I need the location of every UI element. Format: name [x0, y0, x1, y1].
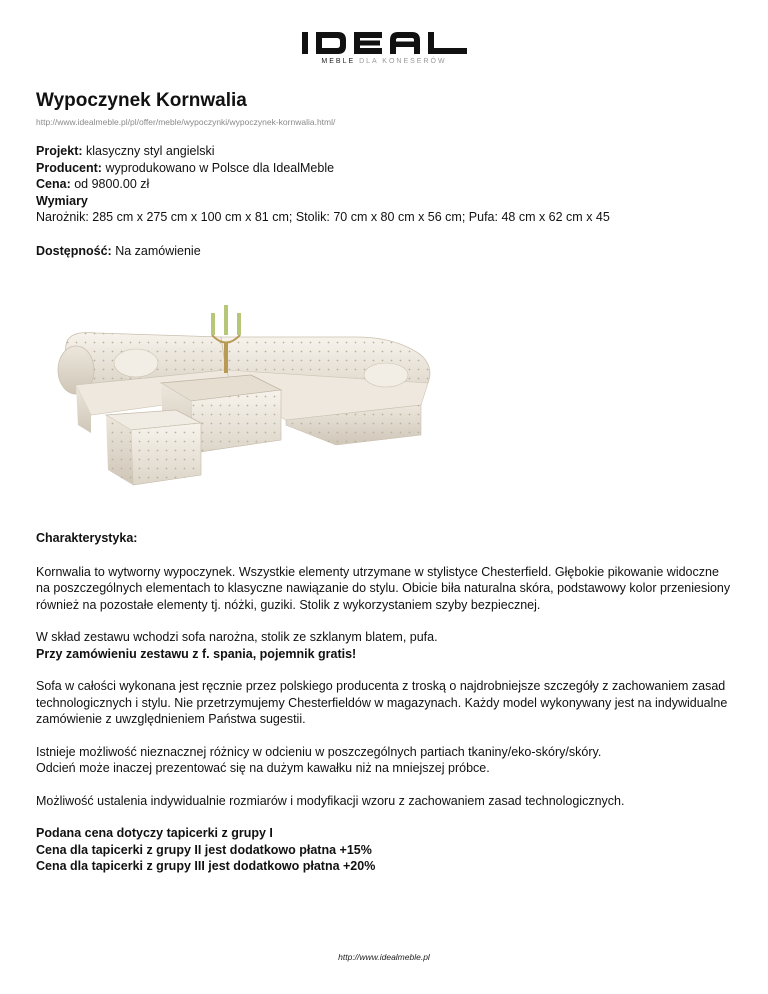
description-paragraph-3: Sofa w całości wykonana jest ręcznie przez polskiego producenta z troską o najdrobniejsze szczegóły z zachowaniem zasad technologicznych i stylu. Nie przetrzymujemy Chesterfieldów w magazynach. Każdy model wykonywany jest na indywidualne zamówienie z uwzględnieniem Państwa sugestii. [36, 679, 728, 726]
tagline-main: MEBLE [321, 58, 356, 65]
brand-logo [0, 30, 768, 61]
page-title: Wypoczynek Kornwalia [36, 90, 247, 111]
product-specs [36, 143, 736, 226]
spec-projekt: Projekt: klasyczny styl angielski [36, 144, 215, 158]
description-paragraph-2: W skład zestawu wchodzi sofa narożna, stolik ze szklanym blatem, pufa. Przy zamówieniu zestawu z f. spania, pojemnik gratis! [36, 630, 438, 661]
spec-cena: Cena: od 9800.00 zł [36, 177, 150, 191]
spec-producent: Producent: wyprodukowano w Polsce dla IdealMeble [36, 160, 335, 175]
product-description [36, 530, 736, 891]
logo-tagline [0, 58, 768, 65]
description-heading: Charakterystyka: [36, 531, 138, 545]
tagline-rest: DLA KONESERÓW [359, 58, 447, 65]
price-notes: Podana cena dotyczy tapicerki z grupy I Cena dla tapicerki z grupy II jest dodatkowo płatna +15% Cena dla tapicerki z grupy III jest dodatkowo płatna +20% [36, 826, 376, 873]
spec-wymiary: Narożnik: 285 cm x 275 cm x 100 cm x 81 cm; Stolik: 70 cm x 80 cm x 56 cm; Pufa: 48 cm x 62 cm x 45 [36, 210, 610, 224]
spec-wymiary-label: Wymiary [36, 193, 88, 208]
product-image [36, 275, 446, 500]
description-paragraph-5: Możliwość ustalenia indywidualnie rozmiarów i modyfikacji wzoru z zachowaniem zasad technologicznych. [36, 793, 625, 808]
description-paragraph-4: Istnieje możliwość nieznacznej różnicy w odcieniu w poszczególnych partiach tkaniny/eko-skóry/skóry. Odcień może inaczej prezentować się na dużym kawałku niż na mniejszej próbce. [36, 744, 602, 775]
availability: Dostępność: Na zamówienie [36, 244, 201, 258]
promo-text: Przy zamówieniu zestawu z f. spania, pojemnik gratis! [36, 646, 357, 661]
description-paragraph-1: Kornwalia to wytworny wypoczynek. Wszystkie elementy utrzymane w stylistyce Chesterfield. Głębokie pikowanie widoczne na poszczególnych elementach to klasyczne nawiązanie do stylu. Obicie biła naturalna skóra, podstawowy kolor przeniesiony również na pozostałe elementy tj. nóżki, guziki. Stolik z wykorzystaniem szyby bezpiecznej. [36, 564, 731, 612]
footer-url: http://www.idealmeble.pl [338, 952, 430, 962]
offer-url: http://www.idealmeble.pl/pl/offer/meble/wypoczynki/wypoczynek-kornwalia.html/ [36, 117, 336, 127]
logo-wordmark-icon [302, 30, 467, 56]
